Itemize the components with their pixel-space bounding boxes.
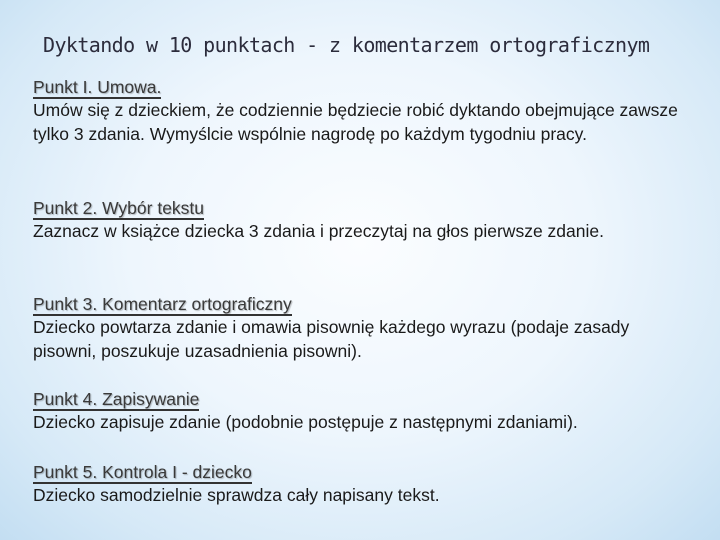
section-heading: Punkt 5. Kontrola I - dziecko (33, 462, 252, 482)
section-heading: Punkt I. Umowa. (33, 77, 162, 97)
slide-title: Dyktando w 10 punktach - z komentarzem ortograficznym (43, 33, 650, 57)
section-punkt-2 (33, 198, 693, 244)
section-heading: Punkt 2. Wybór tekstu (33, 198, 205, 218)
section-body: Umów się z dzieckiem, że codziennie będziecie robić dyktando obejmujące zawsze tylko 3 zdania. Wymyślcie wspólnie nagrodę po każdym tygodniu pracy. (33, 100, 678, 144)
section-body: Dziecko samodzielnie sprawdza cały napisany tekst. (33, 485, 440, 505)
section-body: Dziecko powtarza zdanie i omawia pisownię każdego wyrazu (podaje zasady pisowni, poszukuje uzasadnienia pisowni). (33, 317, 630, 361)
section-body: Zaznacz w książce dziecka 3 zdania i przeczytaj na głos pierwsze zdanie. (33, 221, 604, 241)
section-punkt-1 (33, 77, 693, 146)
section-punkt-5 (33, 462, 693, 508)
section-heading: Punkt 3. Komentarz ortograficzny (33, 294, 292, 314)
section-heading: Punkt 4. Zapisywanie (33, 389, 200, 409)
section-punkt-3 (33, 294, 693, 363)
section-body: Dziecko zapisuje zdanie (podobnie postępuje z następnymi zdaniami). (33, 412, 578, 432)
section-punkt-4 (33, 389, 693, 435)
